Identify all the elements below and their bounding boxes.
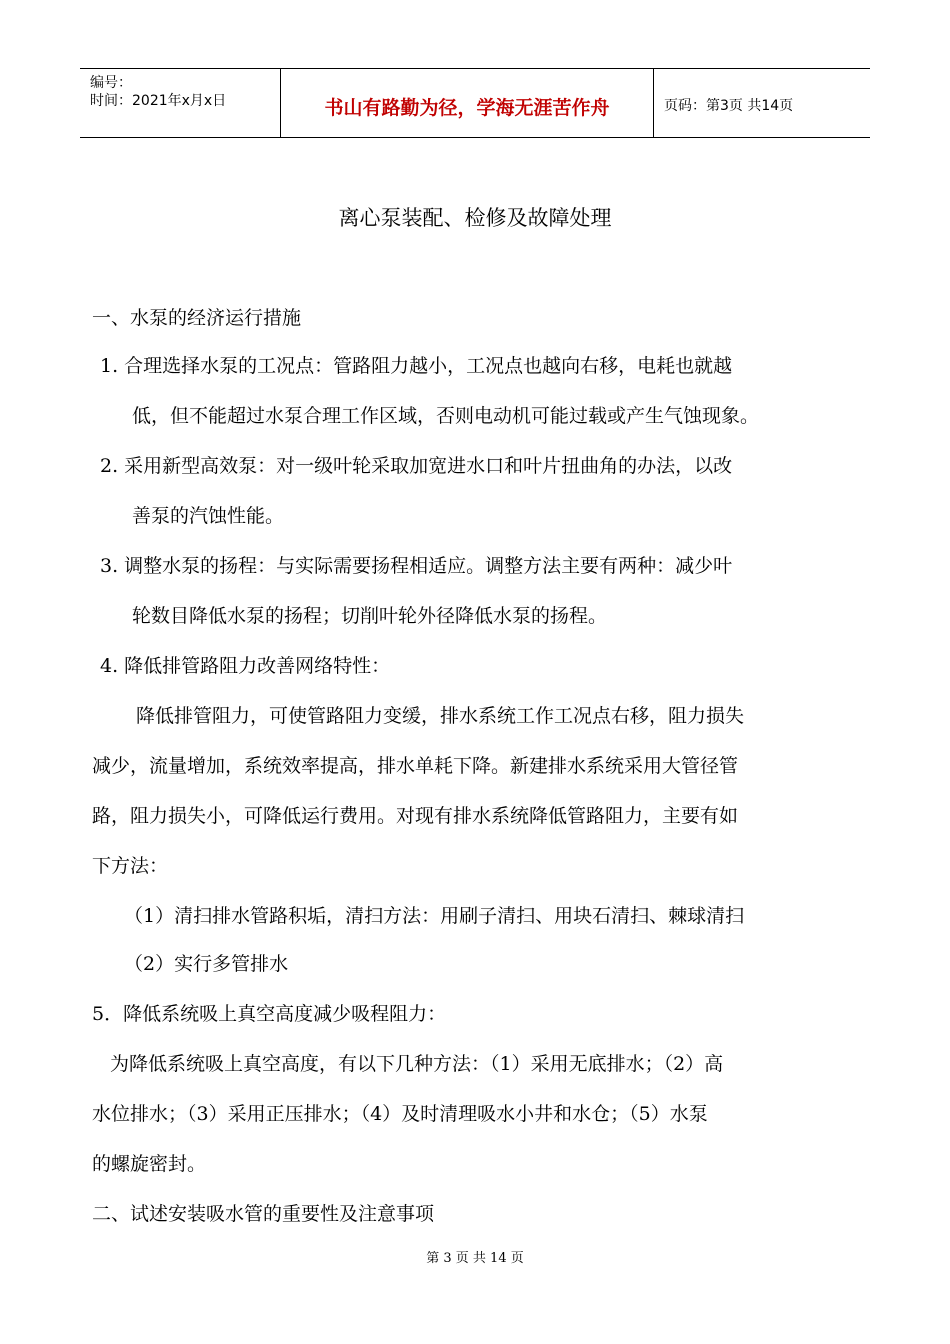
header-page-cell [654,69,870,137]
time-label: 时间：2021年x月x日 [90,93,227,109]
section-heading-2: 二、试述安装吸水管的重要性及注意事项 [92,1203,435,1225]
paragraph-line: 水位排水；（3）采用正压排水；（4）及时清理吸水小井和水仓；（5）水泵 [92,1103,708,1125]
page-footer: 第 3 页 共 14 页 [426,1251,524,1266]
list-item-2-line-2: 善泵的汽蚀性能。 [132,505,285,527]
number-label: 编号： [90,75,132,91]
paragraph-line: 路，阻力损失小，可降低运行费用。对现有排水系统降低管路阻力，主要有如 [92,805,739,827]
document-header [80,68,870,138]
list-item-1-line-2: 低，但不能超过水泵合理工作区域，否则电动机可能过载或产生气蚀现象。 [132,405,760,427]
paragraph-line: 下方法： [92,855,169,877]
list-item-3-line-1: 3. 调整水泵的扬程：与实际需要扬程相适应。调整方法主要有两种：减少叶 [100,555,733,577]
list-item-3-line-2: 轮数目降低水泵的扬程；切削叶轮外径降低水泵的扬程。 [132,605,608,627]
sub-item-2: （2）实行多管排水 [124,953,289,975]
document-title: 离心泵装配、检修及故障处理 [338,206,612,230]
list-item-2-line-1: 2. 采用新型高效泵：对一级叶轮采取加宽进水口和叶片扭曲角的办法，以改 [100,455,733,477]
list-item-1-line-1: 1. 合理选择水泵的工况点：管路阻力越小，工况点也越向右移，电耗也就越 [100,355,733,377]
paragraph-line: 的螺旋密封。 [92,1153,207,1175]
paragraph-line: 减少，流量增加，系统效率提高，排水单耗下降。新建排水系统采用大管径管 [92,755,739,777]
page-info: 页码：第3页 共14页 [664,98,794,114]
sub-item-1: （1）清扫排水管路积垢，清扫方法：用刷子清扫、用块石清扫、棘球清扫 [124,905,745,927]
section-heading-1: 一、水泵的经济运行措施 [92,307,302,329]
motto-text: 书山有路勤为径，学海无涯苦作舟 [324,97,610,119]
header-meta-cell [80,69,280,137]
paragraph-line: 降低排管阻力，可使管路阻力变缓，排水系统工作工况点右移，阻力损失 [136,705,745,727]
list-item-5-heading: 5．降低系统吸上真空高度减少吸程阻力： [92,1003,447,1025]
header-motto-cell [280,69,654,137]
list-item-4-heading: 4. 降低排管路阻力改善网络特性： [100,655,391,677]
paragraph-line: 为降低系统吸上真空高度，有以下几种方法：（1）采用无底排水；（2）高 [110,1053,724,1075]
